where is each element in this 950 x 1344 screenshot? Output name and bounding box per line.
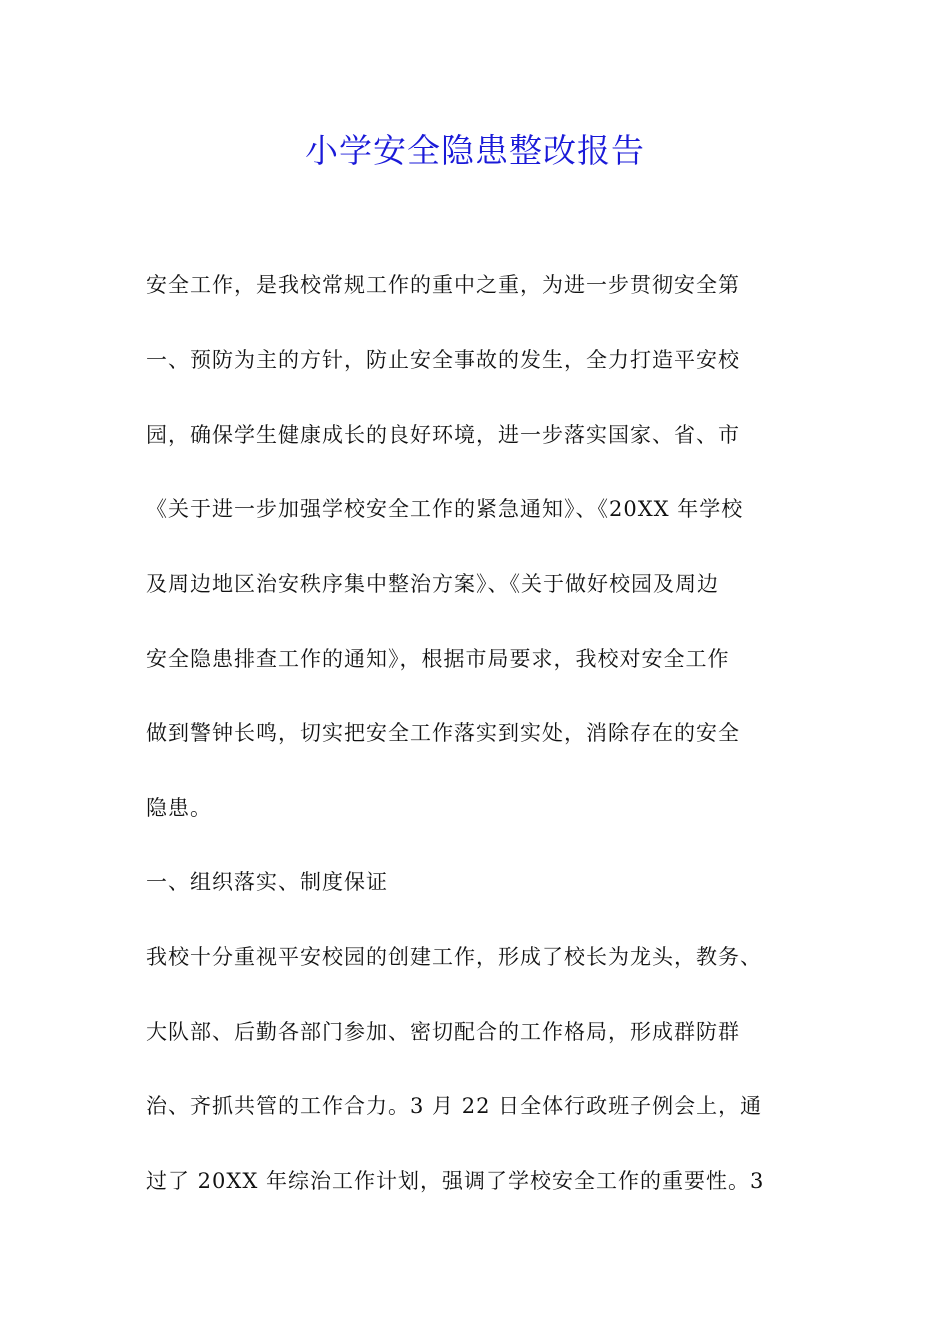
paragraph-line: 做到警钟长鸣，切实把安全工作落实到实处，消除存在的安全 [146, 721, 740, 745]
paragraph-line: 治、齐抓共管的工作合力。3 月 22 日全体行政班子例会上，通 [146, 1094, 763, 1118]
paragraph-line: 隐患。 [146, 796, 212, 820]
document-title: 小学安全隐患整改报告 [305, 131, 645, 170]
paragraph-line: 园，确保学生健康成长的良好环境，进一步落实国家、省、市 [146, 423, 740, 447]
paragraph-line: 安全工作，是我校常规工作的重中之重，为进一步贯彻安全第 [146, 273, 740, 297]
paragraph-line: 过了 20XX 年综治工作计划，强调了学校安全工作的重要性。3 [146, 1169, 765, 1193]
paragraph-line: 我校十分重视平安校园的创建工作，形成了校长为龙头，教务、 [146, 945, 762, 969]
paragraph-line: 《关于进一步加强学校安全工作的紧急通知》、《20XX 年学校 [146, 497, 744, 521]
paragraph-line: 安全隐患排查工作的通知》，根据市局要求，我校对安全工作 [146, 647, 730, 671]
section-heading: 一、组织落实、制度保证 [146, 870, 388, 894]
paragraph-line: 大队部、后勤各部门参加、密切配合的工作格局，形成群防群 [146, 1020, 740, 1044]
paragraph-line: 及周边地区治安秩序集中整治方案》、《关于做好校园及周边 [146, 572, 719, 596]
paragraph-line: 一、预防为主的方针，防止安全事故的发生，全力打造平安校 [146, 348, 740, 372]
